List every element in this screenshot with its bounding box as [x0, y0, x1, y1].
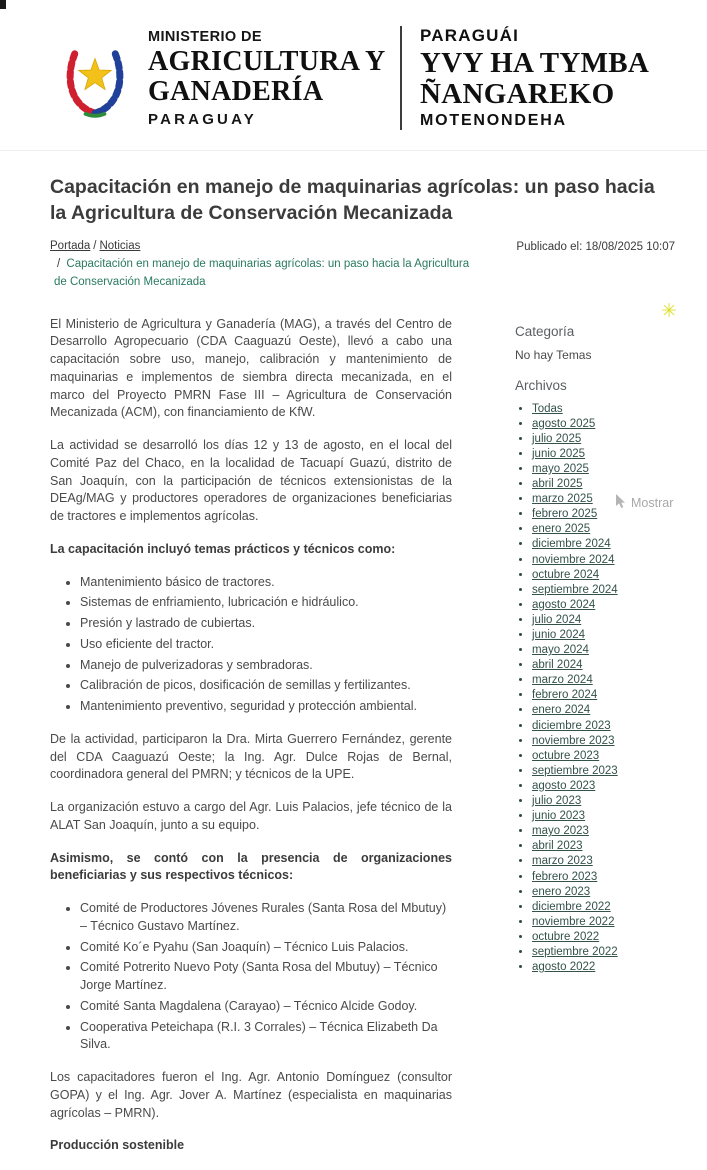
organizations-intro: Asimismo, se contó con la presencia de organizaciones beneficiarias y sus respectivos técnicos:	[50, 850, 452, 883]
archive-link[interactable]: junio 2024	[532, 629, 586, 641]
article-body	[50, 316, 452, 1170]
archive-link[interactable]: diciembre 2024	[532, 538, 611, 551]
archive-link[interactable]: abril 2025	[532, 478, 583, 491]
archive-item	[532, 673, 675, 688]
archive-item	[532, 598, 675, 613]
topic-item	[80, 636, 452, 654]
site-header	[0, 0, 707, 151]
organizations-list	[50, 900, 452, 1054]
archive-item	[532, 824, 675, 839]
guarani-line-4: MOTENONDEHA	[420, 112, 567, 130]
archive-link[interactable]: enero 2025	[532, 523, 591, 536]
sidebar	[515, 300, 677, 1170]
breadcrumb-separator: /	[57, 257, 61, 270]
topic-item	[80, 677, 452, 695]
organization-item	[80, 900, 452, 936]
header-divider	[400, 26, 402, 130]
archive-item	[532, 432, 675, 447]
topic-item	[80, 698, 452, 716]
archive-link[interactable]: mayo 2025	[532, 462, 589, 475]
archive-item	[532, 703, 675, 718]
archive-item	[532, 583, 675, 598]
archive-link[interactable]: junio 2025	[532, 447, 586, 460]
breadcrumb-link-noticias[interactable]: Noticias	[99, 240, 141, 253]
archive-link[interactable]: septiembre 2022	[532, 945, 618, 958]
asterisk-icon[interactable]: ✳	[661, 300, 677, 322]
archive-item	[532, 613, 675, 628]
main-content	[0, 151, 707, 1170]
organization-item	[80, 998, 452, 1016]
organization-item	[80, 959, 452, 995]
organization-item-text: Comité Potrerito Nuevo Poty (Santa Rosa del Mbutuy) – Técnico Jorge Martínez.	[80, 960, 438, 993]
sidebar-archives-title: Archivos	[515, 377, 567, 393]
topic-item	[80, 657, 452, 675]
archive-item	[532, 900, 675, 915]
archive-link[interactable]: octubre 2023	[532, 749, 600, 762]
archive-link[interactable]: junio 2023	[532, 810, 586, 823]
archive-link[interactable]: septiembre 2023	[532, 764, 618, 777]
archives-list	[515, 402, 675, 976]
archive-link[interactable]: diciembre 2022	[532, 900, 611, 913]
organization-item	[80, 1019, 452, 1055]
ministry-line-1: MINISTERIO DE	[148, 28, 262, 45]
organization-item-text: Comité de Productores Jóvenes Rurales (Santa Rosa del Mbutuy) – Técnico Gustavo Martínez.	[80, 901, 447, 933]
archive-item	[532, 885, 675, 900]
archive-item	[532, 779, 675, 794]
archive-item	[532, 568, 675, 583]
archive-link[interactable]: septiembre 2024	[532, 583, 618, 596]
archive-link[interactable]: Todas	[532, 402, 563, 415]
topic-item-text: Manejo de pulverizadoras y sembradoras.	[80, 657, 313, 672]
topic-item-text: Mantenimiento preventivo, seguridad y protección ambiental.	[80, 699, 417, 714]
mag-logo[interactable]	[56, 32, 134, 124]
archive-item	[532, 447, 675, 462]
topics-intro: La capacitación incluyó temas prácticos y técnicos como:	[50, 541, 396, 556]
subheading: Producción sostenible	[50, 1138, 185, 1153]
archive-link[interactable]: noviembre 2024	[532, 553, 615, 566]
archive-item	[532, 915, 675, 930]
archive-item	[532, 658, 675, 673]
topic-item	[80, 574, 452, 592]
archive-link[interactable]: octubre 2024	[532, 568, 600, 581]
corner-artifact	[0, 0, 6, 9]
archive-link[interactable]: marzo 2023	[532, 855, 593, 868]
tooltip-label: Mostrar	[631, 495, 674, 510]
archive-link[interactable]: abril 2024	[532, 659, 583, 672]
cursor-icon	[615, 494, 626, 512]
archive-item	[532, 628, 675, 643]
guarani-wordmark	[420, 26, 649, 130]
organization-item-text: Cooperativa Peteichapa (R.I. 3 Corrales) – Técnica Elizabeth Da Silva.	[80, 1019, 438, 1052]
topic-item-text: Mantenimiento básico de tractores.	[80, 574, 275, 589]
ministry-line-3: GANADERÍA	[148, 75, 324, 107]
organization-item	[80, 939, 452, 957]
archive-item	[532, 522, 675, 537]
archive-link[interactable]: febrero 2024	[532, 689, 598, 702]
category-empty-text: No hay Temas	[515, 347, 592, 362]
paragraph-4: La organización estuvo a cargo del Agr. Luis Palacios, jefe técnico de la ALAT San Joaquín, junto a su equipo.	[50, 800, 452, 832]
page-title: Capacitación en manejo de maquinarias agrícolas: un paso hacia la Agricultura de Conservación Mecanizada	[50, 176, 655, 224]
archive-link[interactable]: octubre 2022	[532, 930, 600, 943]
archive-link[interactable]: julio 2025	[532, 432, 582, 445]
archive-link[interactable]: mayo 2023	[532, 825, 589, 838]
archive-link[interactable]: abril 2023	[532, 840, 583, 853]
archive-link[interactable]: enero 2023	[532, 885, 591, 898]
mostrar-tooltip	[611, 492, 677, 514]
archive-item	[532, 854, 675, 869]
archive-link[interactable]: agosto 2025	[532, 417, 596, 430]
topic-item-text: Presión y lastrado de cubiertas.	[80, 616, 256, 631]
archive-item	[532, 643, 675, 658]
archive-item	[532, 809, 675, 824]
archive-item	[532, 749, 675, 764]
guarani-line-3: ÑANGAREKO	[420, 77, 615, 110]
archive-link[interactable]: julio 2024	[532, 613, 582, 626]
topic-item-text: Sistemas de enfriamiento, lubricación e hidráulico.	[80, 595, 359, 610]
archive-item	[532, 417, 675, 432]
coat-of-arms-icon	[56, 32, 134, 124]
archive-link[interactable]: julio 2023	[532, 795, 582, 808]
archive-link[interactable]: diciembre 2023	[532, 719, 611, 732]
archive-link[interactable]: noviembre 2023	[532, 734, 615, 747]
archive-item	[532, 945, 675, 960]
archive-link[interactable]: febrero 2025	[532, 508, 598, 521]
archive-item	[532, 477, 675, 492]
paragraph-5: Los capacitadores fueron el Ing. Agr. Antonio Domínguez (consultor GOPA) y el Ing. Agr. Jover A. Martínez (especialista en maquinarias agrícolas – PMRN).	[50, 1070, 452, 1120]
archive-link[interactable]: marzo 2025	[532, 493, 593, 506]
archive-item	[532, 719, 675, 734]
archive-link[interactable]: enero 2024	[532, 704, 591, 717]
archive-link[interactable]: noviembre 2022	[532, 915, 615, 928]
archive-item	[532, 688, 675, 703]
published-date: Publicado el: 18/08/2025 10:07	[516, 241, 675, 254]
archive-link[interactable]: marzo 2024	[532, 674, 593, 687]
archive-item	[532, 764, 675, 779]
archive-item	[532, 960, 675, 975]
paragraph-2: La actividad se desarrolló los días 12 y 13 de agosto, en el local del Comité Paz del Chaco, en la localidad de Tacuapí Guazú, distrito de San Joaquín, con la participación de técnicos extensionistas de la DEAg/MAG y productores operadores de organizaciones beneficiarias de tractores e implementos agrícolas.	[50, 438, 452, 524]
ministry-line-4: PARAGUAY	[148, 110, 257, 128]
breadcrumb-separator: /	[93, 240, 97, 253]
paragraph-3: De la actividad, participaron la Dra. Mirta Guerrero Fernández, gerente del CDA Caaguazú Oeste; la Ing. Agr. Dulce Rojas de Bernal, coordinadora general del PMRN; y técnicos de la UPE.	[50, 731, 452, 782]
archive-item	[532, 734, 675, 749]
breadcrumb-current-line	[50, 256, 480, 292]
archive-item	[532, 462, 675, 477]
topics-list	[50, 574, 452, 716]
archive-link[interactable]: febrero 2023	[532, 870, 598, 883]
paragraph-1: El Ministerio de Agricultura y Ganadería (MAG), a través del Centro de Desarrollo Agropecuario (CDA Caaguazú Oeste), llevó a cabo una capacitación sobre uso, manejo, calibración y mantenimiento de maquinarias e implementos de siembra directa mecanizada, en el marco del Proyecto PMRN Fase III – Agricultura de Conservación Mecanizada (ACM), con financiamiento de KfW.	[50, 316, 452, 420]
meta-row	[50, 238, 675, 291]
sidebar-category-title: Categoría	[515, 323, 575, 339]
organization-item-text: Comité Santa Magdalena (Carayao) – Técnico Alcide Godoy.	[80, 998, 418, 1013]
archive-link[interactable]: agosto 2024	[532, 598, 596, 611]
archive-item	[532, 553, 675, 568]
breadcrumb-current: Capacitación en manejo de maquinarias agrícolas: un paso hacia la Agricultura de Conservación Mecanizada	[54, 257, 470, 288]
ministry-wordmark	[148, 29, 398, 128]
organization-item-text: Comité Ko´e Pyahu (San Joaquín) – Técnico Luis Palacios.	[80, 939, 409, 954]
guarani-line-2: YVY HA TYMBA	[420, 47, 650, 79]
ministry-line-2: AGRICULTURA Y	[148, 45, 386, 77]
guarani-line-1: PARAGUÁI	[420, 26, 520, 45]
breadcrumb-link-portada[interactable]: Portada	[50, 240, 91, 253]
archive-item	[532, 794, 675, 809]
breadcrumb	[50, 238, 480, 291]
topic-item-text: Uso eficiente del tractor.	[80, 636, 215, 651]
archive-item	[532, 402, 675, 417]
archive-link[interactable]: mayo 2024	[532, 644, 589, 657]
archive-item	[532, 930, 675, 945]
content-columns	[50, 300, 677, 1170]
topic-item-text: Calibración de picos, dosificación de semillas y fertilizantes.	[80, 678, 411, 693]
archive-link[interactable]: agosto 2022	[532, 961, 596, 974]
archive-link[interactable]: agosto 2023	[532, 779, 596, 792]
topic-item	[80, 615, 452, 633]
archive-item	[532, 870, 675, 885]
archive-item	[532, 537, 675, 552]
archive-item	[532, 839, 675, 854]
topic-item	[80, 594, 452, 612]
